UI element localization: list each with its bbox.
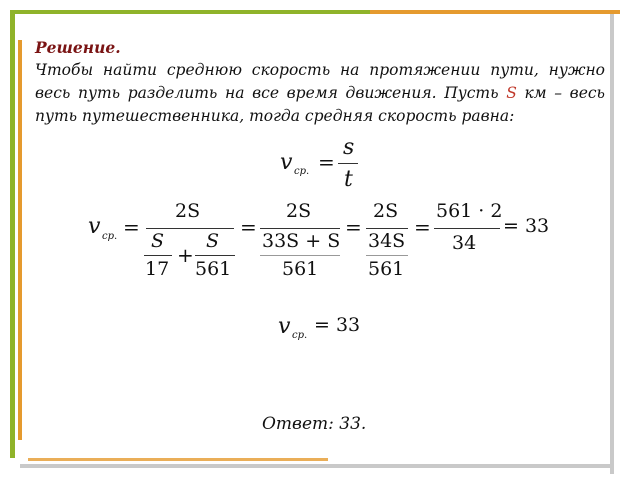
frame-right-bar — [610, 14, 614, 474]
f1-num: s — [343, 135, 355, 160]
f2-frac1-sub-num-left: S — [151, 230, 165, 252]
f2-frac2-den-top: 33S + S — [262, 230, 341, 252]
f3-sub: ср. — [292, 330, 308, 341]
f2-frac1-plus: + — [177, 243, 194, 267]
f2-frac1-sub-num-right: S — [206, 230, 220, 252]
f2-eq2: = — [240, 215, 257, 239]
f2-frac1-sub-line-left — [144, 255, 172, 256]
f2-frac2-line — [260, 228, 340, 229]
f2-frac1-sub-line-right — [195, 255, 235, 256]
f2-frac3-den-top: 34S — [368, 230, 406, 252]
frame-left-accent — [18, 40, 22, 440]
f2-eq3: = — [345, 215, 362, 239]
f1-den: t — [344, 167, 353, 192]
solution-text — [35, 36, 605, 128]
f1-eq: = — [318, 150, 335, 174]
f1-sub: ср. — [294, 166, 310, 177]
f2-frac4-num: 561 · 2 — [436, 200, 503, 222]
f2-sub: ср. — [102, 231, 118, 242]
f2-frac1-line — [146, 228, 234, 229]
f2-frac3-num: 2S — [373, 200, 399, 222]
frame-bottom-bar — [20, 464, 614, 468]
frame-top-accent — [370, 10, 620, 14]
f2-result: = 33 — [503, 215, 550, 237]
intro-text-1: Чтобы найти среднюю скорость на протяжении пути, нужно весь путь разделить на все время движения. Пусть — [35, 61, 605, 102]
f1-fraction-line — [338, 163, 358, 164]
f2-frac2-den-bottom: 561 — [282, 258, 319, 280]
f2-v: v — [88, 214, 101, 239]
f3-eq: = 33 — [314, 314, 361, 336]
f2-eq4: = — [414, 215, 431, 239]
f3-v: v — [278, 314, 291, 339]
f2-frac2-num: 2S — [286, 200, 312, 222]
answer-text: Ответ: 33. — [262, 414, 367, 434]
solution-heading: Решение. — [35, 38, 121, 57]
f2-frac1-num: 2S — [175, 200, 201, 222]
frame-top-bar — [10, 10, 370, 14]
frame-left-bar — [10, 10, 15, 458]
f2-frac4-line — [434, 228, 500, 229]
f1-v: v — [280, 150, 293, 175]
f2-frac4-den: 34 — [452, 232, 477, 254]
f2-eq1: = — [123, 215, 140, 239]
f2-frac2-sub-line — [260, 255, 340, 256]
frame-bottom-accent — [28, 458, 328, 461]
intro-text-2: км – весь путь путешественника, тогда средняя скорость равна: — [35, 84, 605, 125]
f2-frac3-sub-line — [366, 255, 408, 256]
variable-s: S — [506, 84, 517, 102]
f2-frac1-sub-den-right: 561 — [195, 258, 232, 280]
f2-frac3-den-bottom: 561 — [368, 258, 405, 280]
f2-frac3-line — [366, 228, 408, 229]
f2-frac1-sub-den-left: 17 — [145, 258, 170, 280]
